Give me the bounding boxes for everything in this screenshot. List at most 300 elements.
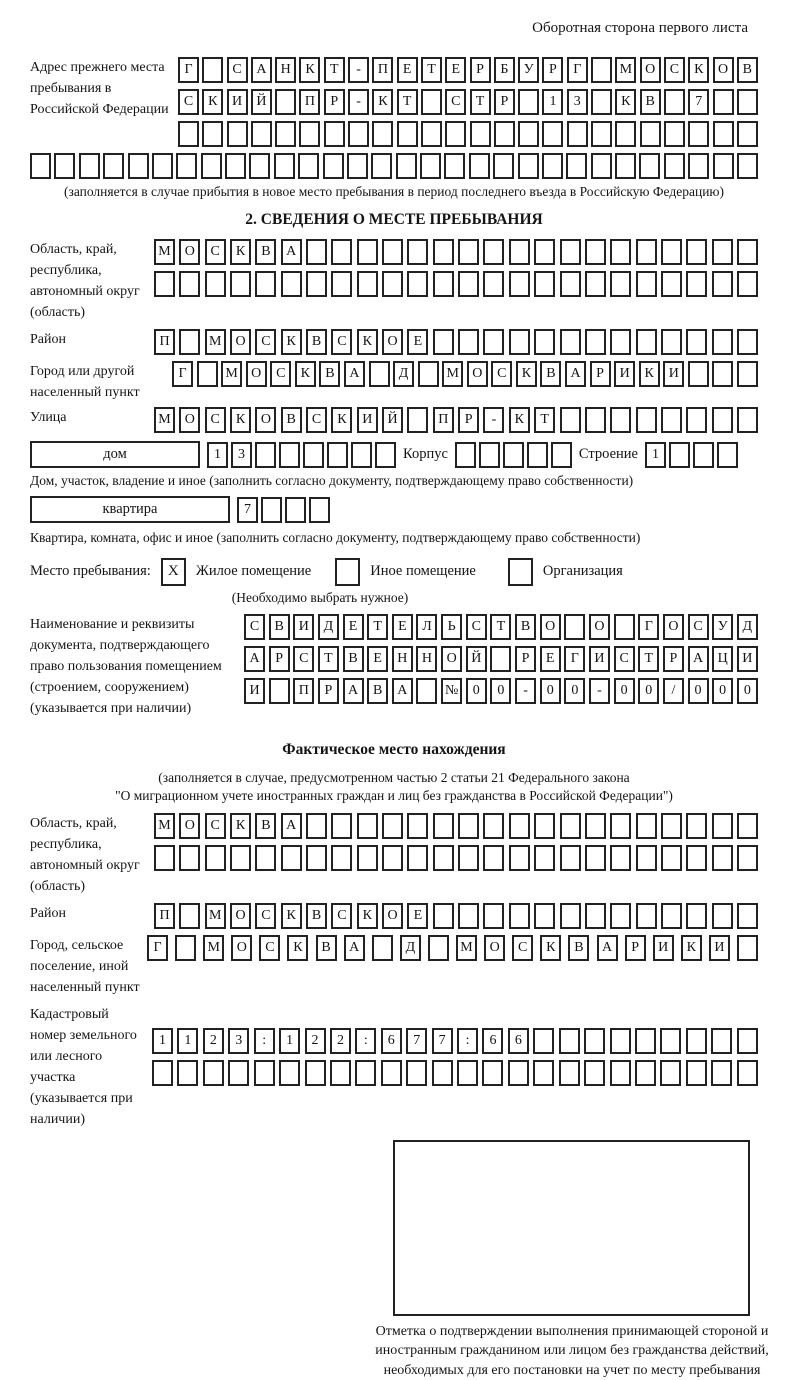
form-cell[interactable] xyxy=(455,442,476,468)
form-cell[interactable] xyxy=(551,442,572,468)
form-cell[interactable]: 0 xyxy=(564,678,585,704)
form-cell[interactable]: И xyxy=(589,646,610,672)
form-cell[interactable] xyxy=(542,153,563,179)
form-cell[interactable] xyxy=(610,329,631,355)
form-cell[interactable]: Р xyxy=(515,646,536,672)
form-cell[interactable] xyxy=(274,153,295,179)
form-cell[interactable]: О xyxy=(713,57,734,83)
form-cell[interactable]: О xyxy=(230,903,251,929)
form-cell[interactable]: С xyxy=(331,329,352,355)
form-cell[interactable]: М xyxy=(154,813,175,839)
form-cell[interactable]: К xyxy=(202,89,223,115)
apartment-row[interactable] xyxy=(237,497,330,523)
form-cell[interactable] xyxy=(490,646,511,672)
form-cell[interactable] xyxy=(636,903,657,929)
form-cell[interactable] xyxy=(306,845,327,871)
form-cell[interactable] xyxy=(306,813,327,839)
form-cell[interactable]: А xyxy=(251,57,272,83)
form-cell[interactable]: Р xyxy=(542,57,563,83)
form-cell[interactable] xyxy=(567,121,588,147)
form-cell[interactable] xyxy=(179,329,200,355)
form-cell[interactable]: 7 xyxy=(432,1028,453,1054)
form-cell[interactable]: С xyxy=(293,646,314,672)
form-cell[interactable] xyxy=(227,121,248,147)
form-cell[interactable]: Р xyxy=(663,646,684,672)
form-cell[interactable]: У xyxy=(712,614,733,640)
form-cell[interactable]: О xyxy=(246,361,267,387)
form-cell[interactable] xyxy=(255,271,276,297)
form-cell[interactable] xyxy=(407,407,428,433)
form-cell[interactable]: М xyxy=(615,57,636,83)
form-cell[interactable]: В xyxy=(316,935,337,961)
form-cell[interactable]: О xyxy=(179,813,200,839)
form-cell[interactable] xyxy=(636,407,657,433)
form-cell[interactable] xyxy=(686,1060,707,1086)
form-cell[interactable] xyxy=(518,153,539,179)
form-cell[interactable]: И xyxy=(357,407,378,433)
form-cell[interactable] xyxy=(686,845,707,871)
document-row-3[interactable] xyxy=(244,678,758,704)
form-cell[interactable] xyxy=(591,121,612,147)
form-cell[interactable]: К xyxy=(615,89,636,115)
form-cell[interactable]: О xyxy=(589,614,610,640)
form-cell[interactable] xyxy=(688,361,709,387)
form-cell[interactable]: К xyxy=(287,935,308,961)
form-cell[interactable]: М xyxy=(154,239,175,265)
form-cell[interactable] xyxy=(564,614,585,640)
form-cell[interactable] xyxy=(591,57,612,83)
form-cell[interactable] xyxy=(542,121,563,147)
form-cell[interactable] xyxy=(737,813,758,839)
section2-street-row[interactable] xyxy=(154,407,758,433)
section2-region-row-1[interactable] xyxy=(154,239,758,265)
form-cell[interactable]: М xyxy=(205,329,226,355)
form-cell[interactable]: К xyxy=(516,361,537,387)
form-cell[interactable] xyxy=(255,845,276,871)
form-cell[interactable] xyxy=(396,153,417,179)
form-cell[interactable]: О xyxy=(663,614,684,640)
form-cell[interactable] xyxy=(566,153,587,179)
form-cell[interactable] xyxy=(355,1060,376,1086)
form-cell[interactable] xyxy=(205,845,226,871)
form-cell[interactable] xyxy=(686,903,707,929)
form-cell[interactable] xyxy=(382,271,403,297)
form-cell[interactable]: Е xyxy=(407,329,428,355)
form-cell[interactable]: Г xyxy=(178,57,199,83)
cadastre-row-1[interactable] xyxy=(152,1028,758,1054)
form-cell[interactable]: В xyxy=(306,903,327,929)
form-cell[interactable] xyxy=(585,903,606,929)
form-cell[interactable]: К xyxy=(230,813,251,839)
form-cell[interactable]: 3 xyxy=(231,442,252,468)
form-cell[interactable] xyxy=(407,271,428,297)
form-cell[interactable]: П xyxy=(154,329,175,355)
form-cell[interactable] xyxy=(269,678,290,704)
form-cell[interactable] xyxy=(483,239,504,265)
form-cell[interactable] xyxy=(636,845,657,871)
form-cell[interactable] xyxy=(509,329,530,355)
form-cell[interactable] xyxy=(509,903,530,929)
form-cell[interactable] xyxy=(479,442,500,468)
form-cell[interactable]: 7 xyxy=(406,1028,427,1054)
form-cell[interactable]: Е xyxy=(343,614,364,640)
form-cell[interactable] xyxy=(610,271,631,297)
form-cell[interactable] xyxy=(635,1060,656,1086)
form-cell[interactable]: К xyxy=(372,89,393,115)
form-cell[interactable]: О xyxy=(231,935,252,961)
form-cell[interactable]: 7 xyxy=(237,497,258,523)
form-cell[interactable] xyxy=(712,361,733,387)
form-cell[interactable] xyxy=(275,89,296,115)
form-cell[interactable] xyxy=(688,121,709,147)
form-cell[interactable]: Г xyxy=(638,614,659,640)
form-cell[interactable]: 3 xyxy=(567,89,588,115)
form-cell[interactable] xyxy=(560,903,581,929)
form-cell[interactable] xyxy=(128,153,149,179)
form-cell[interactable]: В xyxy=(343,646,364,672)
form-cell[interactable] xyxy=(369,361,390,387)
form-cell[interactable]: С xyxy=(255,329,276,355)
form-cell[interactable] xyxy=(534,845,555,871)
form-cell[interactable]: : xyxy=(355,1028,376,1054)
form-cell[interactable]: 6 xyxy=(381,1028,402,1054)
form-cell[interactable] xyxy=(202,121,223,147)
form-cell[interactable] xyxy=(372,121,393,147)
form-cell[interactable] xyxy=(737,1060,758,1086)
form-cell[interactable]: К xyxy=(230,407,251,433)
form-cell[interactable]: Е xyxy=(367,646,388,672)
form-cell[interactable]: Й xyxy=(251,89,272,115)
form-cell[interactable]: Д xyxy=(393,361,414,387)
form-cell[interactable]: Е xyxy=(445,57,466,83)
form-cell[interactable]: К xyxy=(295,361,316,387)
form-cell[interactable]: П xyxy=(154,903,175,929)
actual-district-row[interactable] xyxy=(154,903,758,929)
form-cell[interactable] xyxy=(306,271,327,297)
form-cell[interactable]: 6 xyxy=(482,1028,503,1054)
form-cell[interactable] xyxy=(713,153,734,179)
form-cell[interactable]: Р xyxy=(458,407,479,433)
form-cell[interactable] xyxy=(483,845,504,871)
form-cell[interactable] xyxy=(533,1060,554,1086)
form-cell[interactable]: 1 xyxy=(279,1028,300,1054)
form-cell[interactable] xyxy=(176,153,197,179)
form-cell[interactable] xyxy=(712,813,733,839)
form-cell[interactable] xyxy=(669,442,690,468)
form-cell[interactable] xyxy=(737,361,758,387)
form-cell[interactable]: 0 xyxy=(712,678,733,704)
form-cell[interactable] xyxy=(331,813,352,839)
form-cell[interactable]: О xyxy=(540,614,561,640)
form-cell[interactable] xyxy=(660,1028,681,1054)
form-cell[interactable] xyxy=(534,239,555,265)
form-cell[interactable]: : xyxy=(457,1028,478,1054)
form-cell[interactable] xyxy=(254,1060,275,1086)
form-cell[interactable] xyxy=(518,121,539,147)
form-cell[interactable] xyxy=(279,1060,300,1086)
form-cell[interactable] xyxy=(281,845,302,871)
form-cell[interactable]: И xyxy=(737,646,758,672)
form-cell[interactable]: С xyxy=(205,813,226,839)
form-cell[interactable] xyxy=(494,121,515,147)
form-cell[interactable] xyxy=(737,935,758,961)
form-cell[interactable] xyxy=(610,1060,631,1086)
form-cell[interactable]: А xyxy=(688,646,709,672)
form-cell[interactable] xyxy=(197,361,218,387)
form-cell[interactable]: 1 xyxy=(645,442,666,468)
form-cell[interactable] xyxy=(444,153,465,179)
form-cell[interactable] xyxy=(711,1060,732,1086)
form-cell[interactable] xyxy=(615,153,636,179)
form-cell[interactable] xyxy=(201,153,222,179)
form-cell[interactable]: М xyxy=(154,407,175,433)
form-cell[interactable]: 3 xyxy=(228,1028,249,1054)
form-cell[interactable]: О xyxy=(640,57,661,83)
prev-address-row-1[interactable] xyxy=(178,57,758,83)
form-cell[interactable]: П xyxy=(433,407,454,433)
section2-city-row[interactable] xyxy=(172,361,758,387)
form-cell[interactable]: О xyxy=(382,329,403,355)
form-cell[interactable]: И xyxy=(709,935,730,961)
form-cell[interactable] xyxy=(686,813,707,839)
form-cell[interactable] xyxy=(712,239,733,265)
form-cell[interactable] xyxy=(202,57,223,83)
form-cell[interactable] xyxy=(299,121,320,147)
form-cell[interactable]: Р xyxy=(590,361,611,387)
form-cell[interactable] xyxy=(610,239,631,265)
form-cell[interactable]: Т xyxy=(324,57,345,83)
form-cell[interactable]: 0 xyxy=(466,678,487,704)
form-cell[interactable]: - xyxy=(348,57,369,83)
form-cell[interactable] xyxy=(664,153,685,179)
form-cell[interactable] xyxy=(585,239,606,265)
form-cell[interactable]: 0 xyxy=(737,678,758,704)
form-cell[interactable] xyxy=(152,153,173,179)
form-cell[interactable] xyxy=(509,271,530,297)
form-cell[interactable] xyxy=(610,1028,631,1054)
form-cell[interactable] xyxy=(458,813,479,839)
form-cell[interactable]: - xyxy=(483,407,504,433)
form-cell[interactable]: Т xyxy=(534,407,555,433)
form-cell[interactable] xyxy=(508,1060,529,1086)
form-cell[interactable]: Е xyxy=(540,646,561,672)
form-cell[interactable] xyxy=(712,329,733,355)
form-cell[interactable] xyxy=(331,845,352,871)
form-cell[interactable] xyxy=(457,1060,478,1086)
form-cell[interactable]: Й xyxy=(466,646,487,672)
form-cell[interactable] xyxy=(407,813,428,839)
form-cell[interactable] xyxy=(357,239,378,265)
form-cell[interactable]: Е xyxy=(392,614,413,640)
form-cell[interactable] xyxy=(469,153,490,179)
form-cell[interactable]: Т xyxy=(490,614,511,640)
form-cell[interactable]: С xyxy=(466,614,487,640)
form-cell[interactable]: А xyxy=(344,935,365,961)
form-cell[interactable] xyxy=(584,1028,605,1054)
form-cell[interactable] xyxy=(737,121,758,147)
form-cell[interactable] xyxy=(330,1060,351,1086)
form-cell[interactable] xyxy=(661,407,682,433)
form-cell[interactable]: С xyxy=(664,57,685,83)
form-cell[interactable] xyxy=(154,271,175,297)
form-cell[interactable]: О xyxy=(484,935,505,961)
form-cell[interactable] xyxy=(421,89,442,115)
form-cell[interactable] xyxy=(737,407,758,433)
form-cell[interactable]: П xyxy=(293,678,314,704)
prev-address-row-4[interactable] xyxy=(30,153,758,179)
form-cell[interactable]: Р xyxy=(269,646,290,672)
form-cell[interactable] xyxy=(225,153,246,179)
form-cell[interactable] xyxy=(331,239,352,265)
form-cell[interactable] xyxy=(375,442,396,468)
form-cell[interactable] xyxy=(433,271,454,297)
form-cell[interactable] xyxy=(712,903,733,929)
form-cell[interactable] xyxy=(382,845,403,871)
form-cell[interactable] xyxy=(615,121,636,147)
form-cell[interactable] xyxy=(458,845,479,871)
form-cell[interactable]: Л xyxy=(416,614,437,640)
form-cell[interactable]: О xyxy=(179,407,200,433)
form-cell[interactable]: С xyxy=(244,614,265,640)
form-cell[interactable] xyxy=(309,497,330,523)
document-row-2[interactable] xyxy=(244,646,758,672)
form-cell[interactable]: Г xyxy=(147,935,168,961)
form-cell[interactable] xyxy=(406,1060,427,1086)
form-cell[interactable] xyxy=(279,442,300,468)
form-cell[interactable] xyxy=(686,329,707,355)
form-cell[interactable] xyxy=(458,239,479,265)
form-cell[interactable]: Г xyxy=(172,361,193,387)
form-cell[interactable] xyxy=(79,153,100,179)
form-cell[interactable] xyxy=(249,153,270,179)
form-cell[interactable]: А xyxy=(344,361,365,387)
form-cell[interactable] xyxy=(179,903,200,929)
form-cell[interactable] xyxy=(585,271,606,297)
form-cell[interactable] xyxy=(664,89,685,115)
form-cell[interactable]: С xyxy=(205,407,226,433)
form-cell[interactable] xyxy=(737,845,758,871)
form-cell[interactable] xyxy=(382,813,403,839)
korpus-row[interactable] xyxy=(455,442,572,468)
form-cell[interactable]: Н xyxy=(392,646,413,672)
form-cell[interactable]: О xyxy=(441,646,462,672)
form-cell[interactable]: К xyxy=(540,935,561,961)
document-row-1[interactable] xyxy=(244,614,758,640)
form-cell[interactable]: К xyxy=(299,57,320,83)
form-cell[interactable]: К xyxy=(281,329,302,355)
form-cell[interactable]: П xyxy=(299,89,320,115)
form-cell[interactable] xyxy=(585,407,606,433)
form-cell[interactable]: С xyxy=(512,935,533,961)
form-cell[interactable]: Р xyxy=(494,89,515,115)
form-cell[interactable]: В xyxy=(319,361,340,387)
section2-region-row-2[interactable] xyxy=(154,271,758,297)
form-cell[interactable]: С xyxy=(255,903,276,929)
form-cell[interactable]: Т xyxy=(470,89,491,115)
form-cell[interactable]: В xyxy=(269,614,290,640)
form-cell[interactable]: Ц xyxy=(712,646,733,672)
form-cell[interactable]: О xyxy=(179,239,200,265)
form-cell[interactable]: В xyxy=(306,329,327,355)
form-cell[interactable]: В xyxy=(640,89,661,115)
form-cell[interactable] xyxy=(711,1028,732,1054)
stay-type-checkbox-residential[interactable]: X xyxy=(161,558,186,586)
form-cell[interactable] xyxy=(610,903,631,929)
form-cell[interactable] xyxy=(559,1028,580,1054)
form-cell[interactable] xyxy=(205,271,226,297)
form-cell[interactable] xyxy=(470,121,491,147)
form-cell[interactable] xyxy=(560,813,581,839)
form-cell[interactable] xyxy=(661,239,682,265)
form-cell[interactable] xyxy=(534,813,555,839)
form-cell[interactable] xyxy=(493,153,514,179)
prev-address-row-2[interactable] xyxy=(178,89,758,115)
form-cell[interactable] xyxy=(261,497,282,523)
form-cell[interactable]: С xyxy=(445,89,466,115)
form-cell[interactable]: Н xyxy=(275,57,296,83)
form-cell[interactable] xyxy=(560,271,581,297)
form-cell[interactable] xyxy=(228,1060,249,1086)
form-cell[interactable] xyxy=(281,271,302,297)
form-cell[interactable]: 0 xyxy=(638,678,659,704)
cadastre-row-2[interactable] xyxy=(152,1060,758,1086)
stay-type-checkbox-organization[interactable] xyxy=(508,558,533,586)
form-cell[interactable]: № xyxy=(441,678,462,704)
form-cell[interactable] xyxy=(482,1060,503,1086)
form-cell[interactable] xyxy=(560,239,581,265)
form-cell[interactable]: / xyxy=(663,678,684,704)
form-cell[interactable] xyxy=(357,271,378,297)
form-cell[interactable]: В xyxy=(255,813,276,839)
form-cell[interactable] xyxy=(331,271,352,297)
actual-region-row-1[interactable] xyxy=(154,813,758,839)
form-cell[interactable] xyxy=(610,813,631,839)
form-cell[interactable]: А xyxy=(597,935,618,961)
form-cell[interactable]: 0 xyxy=(688,678,709,704)
section2-district-row[interactable] xyxy=(154,329,758,355)
form-cell[interactable]: С xyxy=(614,646,635,672)
form-cell[interactable]: В xyxy=(540,361,561,387)
actual-city-row[interactable] xyxy=(147,935,758,961)
form-cell[interactable] xyxy=(560,407,581,433)
form-cell[interactable] xyxy=(640,121,661,147)
form-cell[interactable] xyxy=(179,845,200,871)
form-cell[interactable] xyxy=(357,813,378,839)
form-cell[interactable]: А xyxy=(244,646,265,672)
form-cell[interactable] xyxy=(177,1060,198,1086)
stroenie-row[interactable] xyxy=(645,442,738,468)
form-cell[interactable]: К xyxy=(681,935,702,961)
form-cell[interactable]: 1 xyxy=(207,442,228,468)
form-cell[interactable] xyxy=(407,845,428,871)
form-cell[interactable]: Д xyxy=(400,935,421,961)
form-cell[interactable] xyxy=(324,121,345,147)
form-cell[interactable]: - xyxy=(348,89,369,115)
form-cell[interactable]: Р xyxy=(318,678,339,704)
form-cell[interactable] xyxy=(54,153,75,179)
form-cell[interactable] xyxy=(397,121,418,147)
form-cell[interactable]: 1 xyxy=(152,1028,173,1054)
form-cell[interactable] xyxy=(688,153,709,179)
form-cell[interactable] xyxy=(737,903,758,929)
form-cell[interactable] xyxy=(483,903,504,929)
form-cell[interactable] xyxy=(503,442,524,468)
form-cell[interactable]: О xyxy=(255,407,276,433)
form-cell[interactable] xyxy=(737,271,758,297)
form-cell[interactable] xyxy=(534,271,555,297)
form-cell[interactable]: 2 xyxy=(203,1028,224,1054)
form-cell[interactable] xyxy=(717,442,738,468)
